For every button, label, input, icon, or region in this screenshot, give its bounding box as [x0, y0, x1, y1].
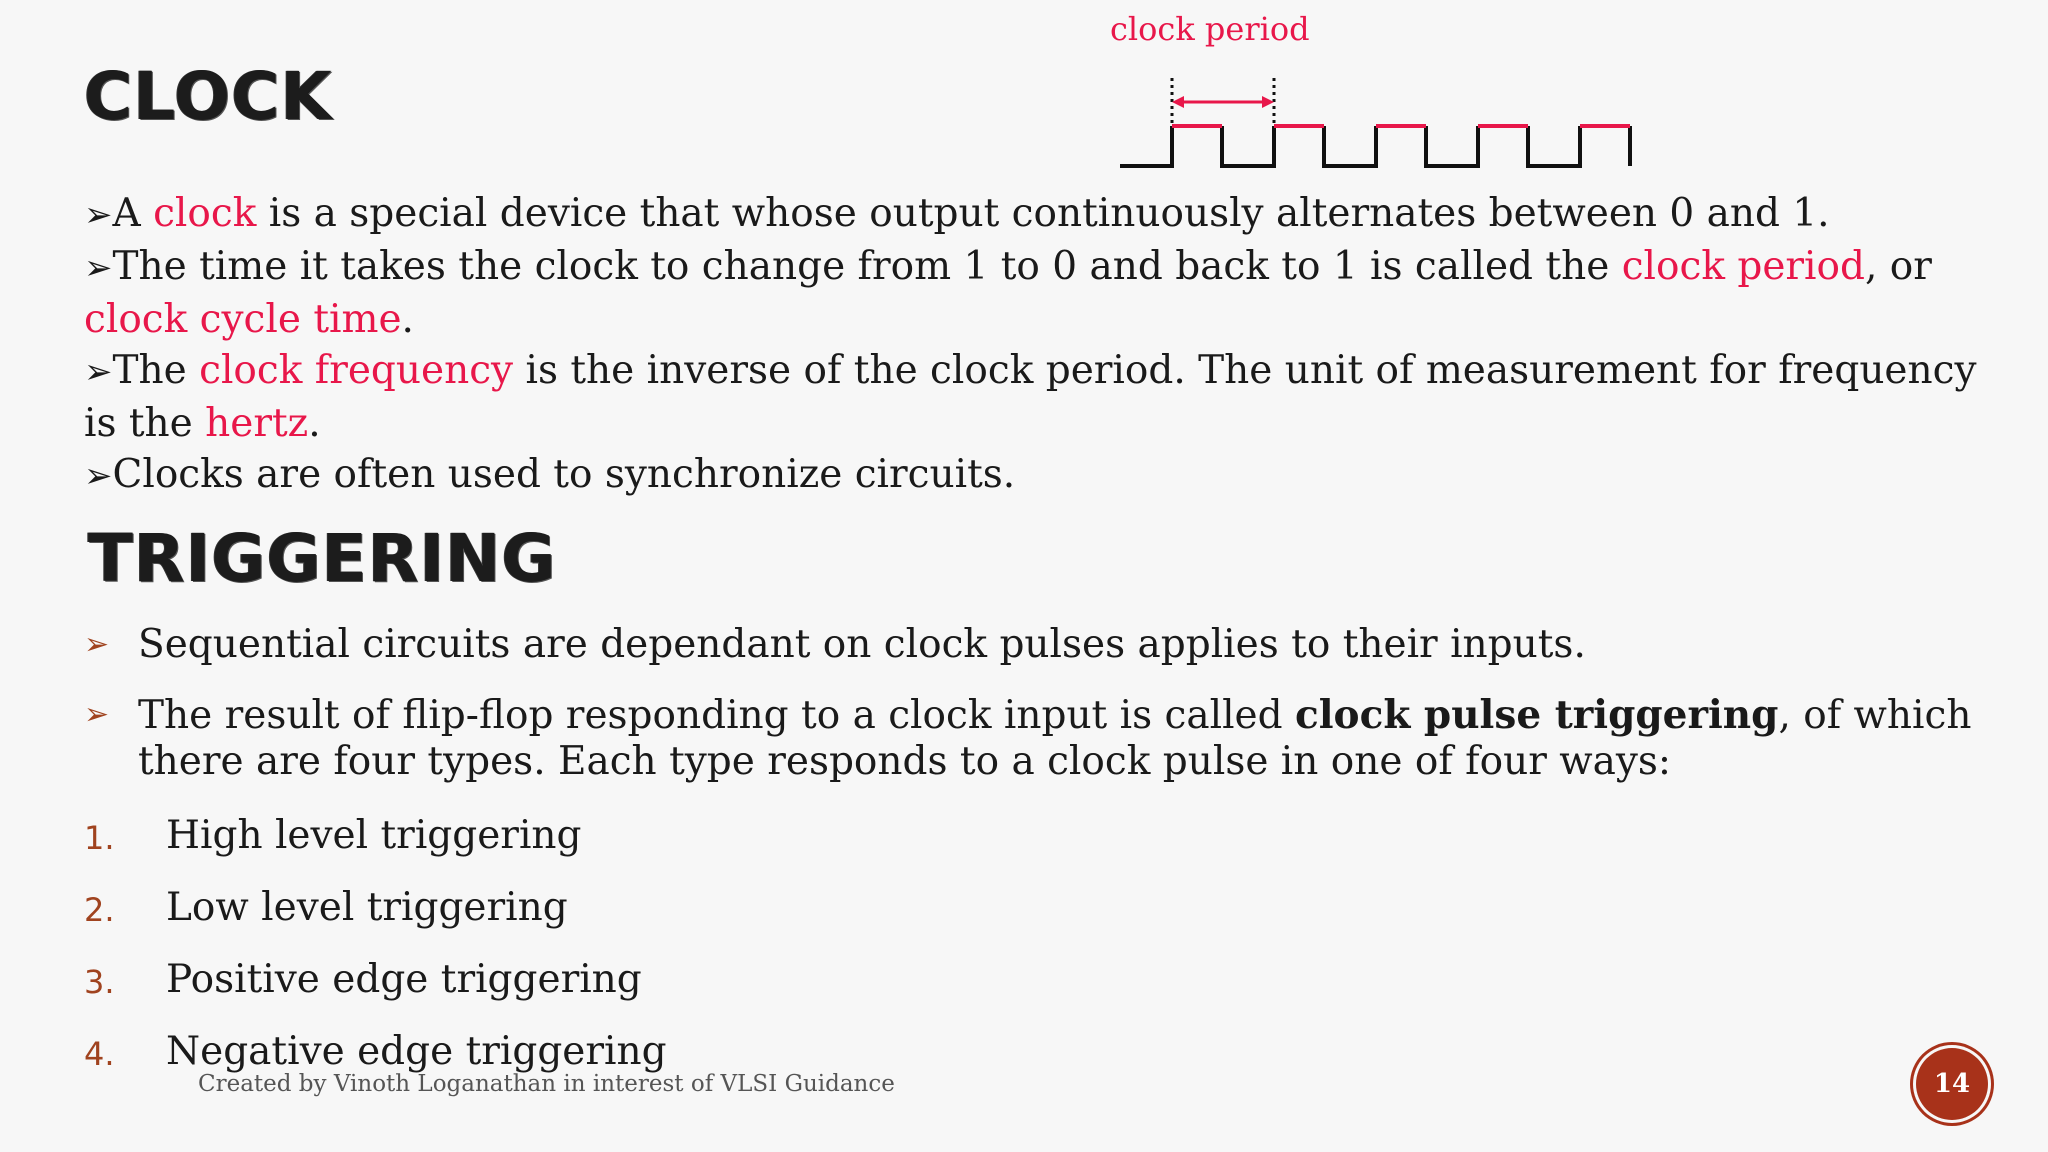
triggering-types-list — [84, 812, 667, 1100]
period-arrow-head-right — [1262, 96, 1274, 108]
period-arrow-head-left — [1172, 96, 1184, 108]
clock-definition-text — [84, 188, 1984, 502]
arrow-bullet-icon: ➢ — [84, 627, 110, 662]
triggering-bullet-2: ➢ The result of flip-flop responding to a clock input is called clock pulse triggering, of which there are four types. Each type responds to a clock pulse in one of four ways: — [84, 692, 1972, 784]
triggering-heading: TRIGGERING — [88, 520, 557, 597]
arrow-bullet-icon: ➢ — [84, 697, 110, 732]
clock-period-label: clock period — [1110, 10, 1310, 48]
arrow-bullet-icon: ➢ — [84, 456, 113, 496]
clock-heading: CLOCK — [84, 58, 333, 135]
list-item: 1. High level triggering — [84, 813, 582, 858]
clock-bullet-3: ➢The clock frequency is the inverse of the clock period. The unit of measurement for frequency is the hertz. — [84, 348, 1977, 446]
clock-bullet-2: ➢The time it takes the clock to change from 1 to 0 and back to 1 is called the clock period, or clock cycle time. — [84, 244, 1932, 342]
list-item: 3. Positive edge triggering — [84, 957, 642, 1002]
list-item: 4. Negative edge triggering — [84, 1029, 667, 1074]
arrow-bullet-icon: ➢ — [84, 352, 113, 392]
triggering-bullet-1: ➢ Sequential circuits are dependant on clock pulses applies to their inputs. — [84, 622, 1586, 667]
page-number-badge: 14 — [1916, 1048, 1988, 1120]
waveform-low-segments — [1120, 126, 1630, 166]
arrow-bullet-icon: ➢ — [84, 248, 113, 288]
arrow-bullet-icon: ➢ — [84, 195, 113, 235]
list-item: 2. Low level triggering — [84, 885, 568, 930]
triggering-bullets — [84, 622, 1984, 809]
clock-bullet-4: ➢Clocks are often used to synchronize circuits. — [84, 452, 1016, 497]
footer-credit: Created by Vinoth Loganathan in interest of VLSI Guidance — [198, 1071, 895, 1097]
clock-waveform-diagram — [1110, 70, 1650, 180]
clock-bullet-1: ➢A clock is a special device that whose output continuously alternates between 0 and 1. — [84, 191, 1830, 236]
